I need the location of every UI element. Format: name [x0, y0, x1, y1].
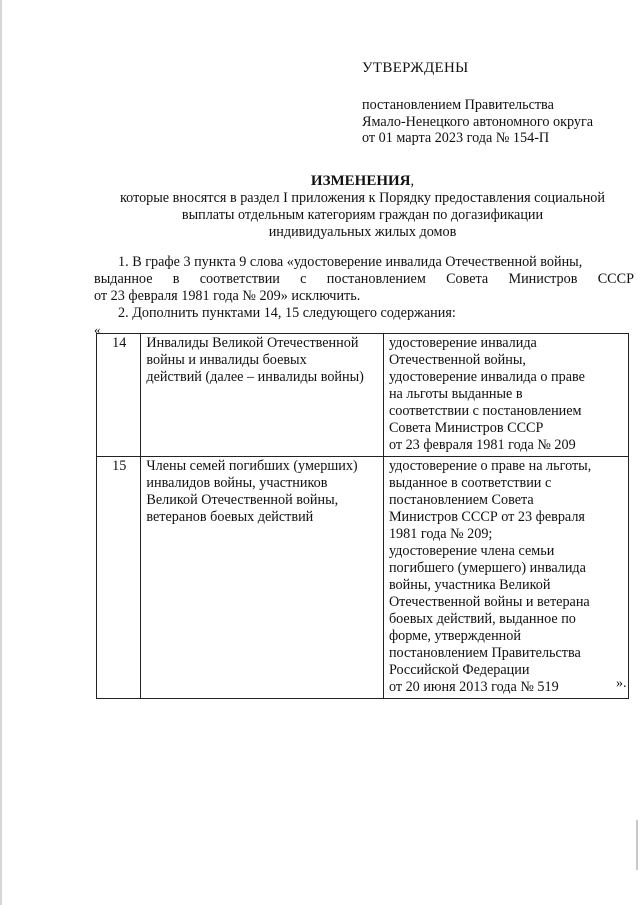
document-line: удостоверение инвалида о праве [388, 369, 585, 385]
word: постановлением [326, 271, 426, 287]
word: соответствии [199, 271, 280, 287]
heading-line: индивидуальных жилых домов [268, 224, 457, 240]
category-line: инвалидов войны, участников [146, 475, 328, 491]
word: Совета [446, 271, 489, 287]
document-line: Отечественной войны и ветерана [388, 594, 590, 610]
word: в [172, 271, 180, 287]
approval-block [362, 97, 593, 147]
document-line: выданное в соответствии с [388, 475, 552, 491]
opening-quote: « [94, 322, 101, 337]
heading-title-line [90, 173, 635, 190]
category-line: ветеранов боевых действий [146, 509, 314, 525]
document-line: Российской Федерации [388, 662, 530, 678]
document-line: постановлением Правительства [388, 645, 581, 661]
heading-title: ИЗМЕНЕНИЯ [310, 173, 411, 189]
document-line: погибшего (умершего) инвалида [388, 560, 586, 576]
category-cell [141, 334, 384, 457]
paragraph-1-line: 1. В графе 3 пункта 9 слова «удостоверение инвалида Отечественной войны, [118, 254, 583, 270]
word: СССР [597, 271, 634, 287]
heading-title-suffix: , [410, 173, 415, 189]
paragraph-1 [94, 254, 634, 305]
document-line: Министров СССР от 23 февраля [388, 509, 585, 525]
approval-line: от 01 марта 2023 года № 154-П [362, 130, 550, 146]
document-line: боевых действий, выданное по [388, 611, 576, 627]
category-line: действий (далее – инвалиды войны) [146, 369, 364, 385]
table-body [97, 334, 629, 699]
inserted-items-table [96, 333, 629, 699]
item-number: 14 [97, 334, 141, 457]
document-line: 1981 года № 209; [388, 526, 493, 542]
word: выданное [94, 271, 153, 287]
documents-cell [383, 457, 628, 699]
document-line: от 20 июня 2013 года № 519 [388, 679, 559, 695]
word: Министров [508, 271, 578, 287]
document-line: войны, участника Великой [388, 577, 551, 593]
document-line: удостоверение члена семьи [388, 543, 555, 559]
category-line: Члены семей погибших (умерших) [146, 458, 358, 474]
document-line: Отечественной войны, [388, 352, 526, 368]
approval-line: Ямало-Ненецкого автономного округа [362, 113, 594, 130]
document-heading [90, 173, 635, 241]
document-line: Совета Министров СССР [388, 420, 544, 436]
paragraph-2: 2. Дополнить пунктами 14, 15 следующего содержания: [118, 305, 456, 321]
item-number: 15 [97, 457, 141, 699]
page-right-edge-mark [636, 820, 638, 870]
table-row [97, 457, 629, 699]
paragraph-1-justified-line [94, 271, 634, 288]
category-line: войны и инвалиды боевых [146, 352, 307, 368]
table-row [97, 334, 629, 457]
heading-line: выплаты отдельным категориям граждан по догазификации [181, 207, 544, 223]
document-line: на льготы выданные в [388, 386, 523, 402]
heading-line: которые вносятся в раздел I приложения к Порядку предоставления социальной [120, 190, 605, 206]
word: с [300, 271, 307, 287]
document-line: от 23 февраля 1981 года № 209 [388, 437, 576, 453]
page-left-edge [0, 0, 2, 905]
category-line: Великой Отечественной войны, [146, 492, 339, 508]
approval-title: УТВЕРЖДЕНЫ [362, 60, 469, 76]
documents-cell [383, 334, 628, 457]
document-line: постановлением Совета [388, 492, 534, 508]
closing-quote: ». [616, 676, 627, 691]
document-line: соответствии с постановлением [388, 403, 582, 419]
document-line: форме, утвержденной [388, 628, 521, 644]
category-cell [141, 457, 384, 699]
document-line: удостоверение о праве на льготы, [388, 458, 592, 474]
paragraph-1-line: от 23 февраля 1981 года № 209» исключить. [94, 288, 361, 304]
document-line: удостоверение инвалида [388, 335, 537, 351]
category-line: Инвалиды Великой Отечественной [146, 335, 359, 351]
approval-line: постановлением Правительства [362, 97, 554, 113]
